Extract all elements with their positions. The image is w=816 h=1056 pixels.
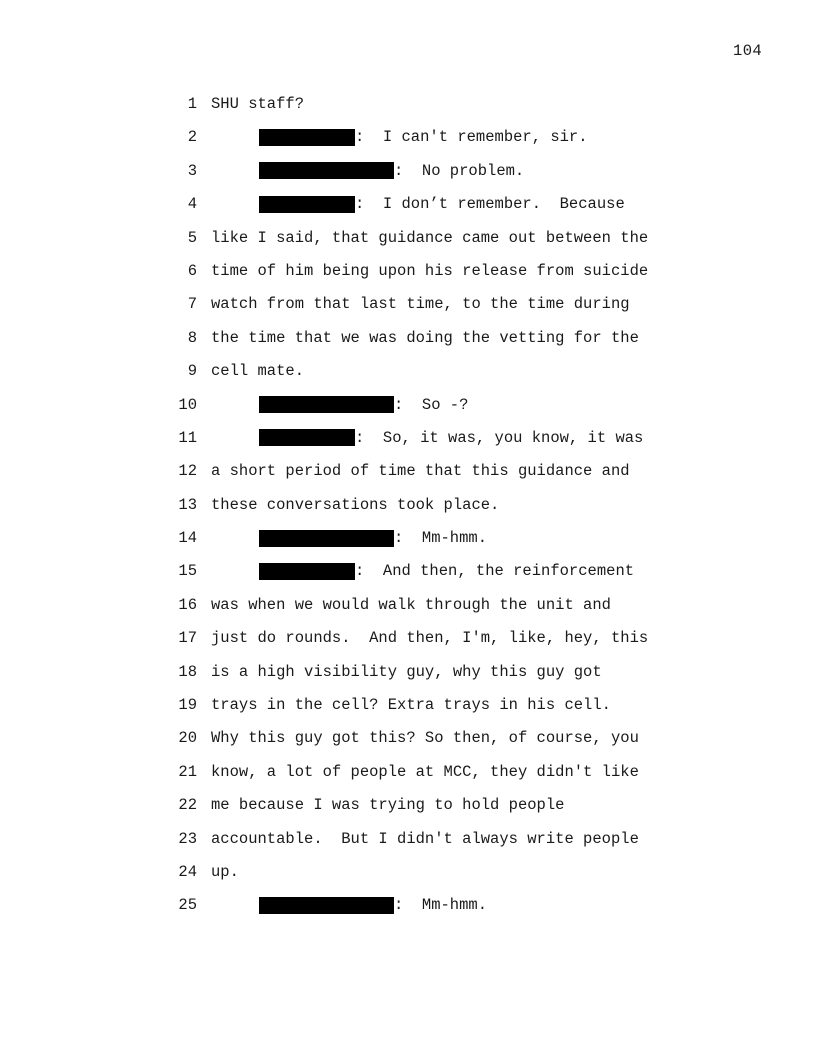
line-number: 14 bbox=[178, 529, 197, 548]
transcript-line bbox=[160, 328, 720, 361]
line-text: : Mm-hmm. bbox=[394, 896, 488, 915]
transcript-line bbox=[160, 194, 720, 227]
line-number: 23 bbox=[178, 829, 197, 848]
line-number: 18 bbox=[178, 662, 197, 681]
line-text: : Mm-hmm. bbox=[394, 529, 488, 548]
line-text: : So, it was, you know, it was bbox=[355, 428, 644, 447]
transcript-line bbox=[160, 395, 720, 428]
transcript-line bbox=[160, 895, 720, 928]
redacted-speaker-name bbox=[259, 162, 394, 179]
line-text: me because I was trying to hold people bbox=[211, 796, 565, 815]
transcript-line bbox=[160, 561, 720, 594]
line-text: : I can't remember, sir. bbox=[355, 128, 588, 147]
speaker-utterance bbox=[259, 528, 487, 548]
line-number: 12 bbox=[178, 462, 197, 481]
line-text: SHU staff? bbox=[211, 95, 305, 113]
transcript-line bbox=[160, 361, 720, 394]
line-text: time of him being upon his release from suicide bbox=[211, 261, 649, 280]
line-text: is a high visibility guy, why this guy got bbox=[211, 662, 602, 681]
transcript-line bbox=[160, 595, 720, 628]
transcript-line bbox=[160, 461, 720, 494]
line-text: like I said, that guidance came out between the bbox=[211, 228, 649, 247]
line-number: 25 bbox=[178, 896, 197, 915]
transcript-line bbox=[160, 127, 720, 160]
line-text: these conversations took place. bbox=[211, 495, 500, 514]
transcript-line bbox=[160, 228, 720, 261]
transcript-line bbox=[160, 862, 720, 895]
line-number: 22 bbox=[178, 796, 197, 815]
transcript-line bbox=[160, 161, 720, 194]
transcript-line bbox=[160, 695, 720, 728]
line-text: up. bbox=[211, 862, 239, 881]
speaker-utterance bbox=[259, 161, 524, 181]
speaker-utterance bbox=[259, 194, 625, 214]
line-text: cell mate. bbox=[211, 362, 305, 381]
transcript-line bbox=[160, 294, 720, 327]
transcript-line bbox=[160, 662, 720, 695]
line-number: 15 bbox=[178, 562, 197, 581]
transcript-line bbox=[160, 728, 720, 761]
line-number: 21 bbox=[178, 762, 197, 781]
line-text: : So -? bbox=[394, 395, 469, 414]
line-number: 7 bbox=[187, 295, 197, 314]
line-number: 1 bbox=[187, 95, 197, 113]
line-text: : And then, the reinforcement bbox=[355, 562, 635, 581]
line-number: 20 bbox=[178, 729, 197, 748]
line-text: just do rounds. And then, I'm, like, hey, this bbox=[211, 629, 649, 648]
redacted-speaker-name bbox=[259, 396, 394, 413]
line-text: a short period of time that this guidance and bbox=[211, 462, 630, 481]
line-text: Why this guy got this? So then, of course, you bbox=[211, 729, 639, 748]
page-number: 104 bbox=[733, 42, 763, 60]
speaker-utterance bbox=[259, 127, 588, 147]
line-text: : No problem. bbox=[394, 161, 525, 180]
redacted-speaker-name bbox=[259, 530, 394, 547]
line-number: 11 bbox=[178, 428, 197, 447]
transcript-line bbox=[160, 628, 720, 661]
transcript-line bbox=[160, 428, 720, 461]
line-text: was when we would walk through the unit and bbox=[211, 595, 611, 614]
transcript-line bbox=[160, 528, 720, 561]
speaker-utterance bbox=[259, 395, 468, 415]
speaker-utterance bbox=[259, 895, 487, 915]
line-number: 5 bbox=[187, 228, 197, 247]
speaker-utterance bbox=[259, 561, 634, 581]
line-number: 6 bbox=[187, 261, 197, 280]
redacted-speaker-name bbox=[259, 563, 355, 580]
line-number: 19 bbox=[178, 696, 197, 715]
line-number: 13 bbox=[178, 495, 197, 514]
redacted-speaker-name bbox=[259, 429, 355, 446]
line-number: 17 bbox=[178, 629, 197, 648]
line-text: accountable. But I didn't always write people bbox=[211, 829, 639, 848]
line-text: know, a lot of people at MCC, they didn't like bbox=[211, 762, 639, 781]
line-number: 8 bbox=[187, 328, 197, 347]
line-text: : I don’t remember. Because bbox=[355, 195, 625, 214]
line-text: trays in the cell? Extra trays in his cell. bbox=[211, 696, 611, 715]
line-number: 2 bbox=[187, 128, 197, 147]
line-number: 3 bbox=[187, 161, 197, 180]
transcript-line bbox=[160, 261, 720, 294]
redacted-speaker-name bbox=[259, 196, 355, 213]
line-number: 9 bbox=[187, 362, 197, 381]
transcript-line bbox=[160, 94, 720, 127]
speaker-utterance bbox=[259, 428, 643, 448]
line-number: 10 bbox=[178, 395, 197, 414]
line-text: the time that we was doing the vetting for the bbox=[211, 328, 639, 347]
redacted-speaker-name bbox=[259, 129, 355, 146]
redacted-speaker-name bbox=[259, 897, 394, 914]
transcript-line bbox=[160, 829, 720, 862]
line-number: 16 bbox=[178, 595, 197, 614]
transcript-line bbox=[160, 495, 720, 528]
line-text: watch from that last time, to the time during bbox=[211, 295, 630, 314]
line-number: 4 bbox=[187, 195, 197, 214]
transcript-line bbox=[160, 762, 720, 795]
line-number: 24 bbox=[178, 862, 197, 881]
transcript-body bbox=[160, 94, 720, 929]
transcript-line bbox=[160, 795, 720, 828]
